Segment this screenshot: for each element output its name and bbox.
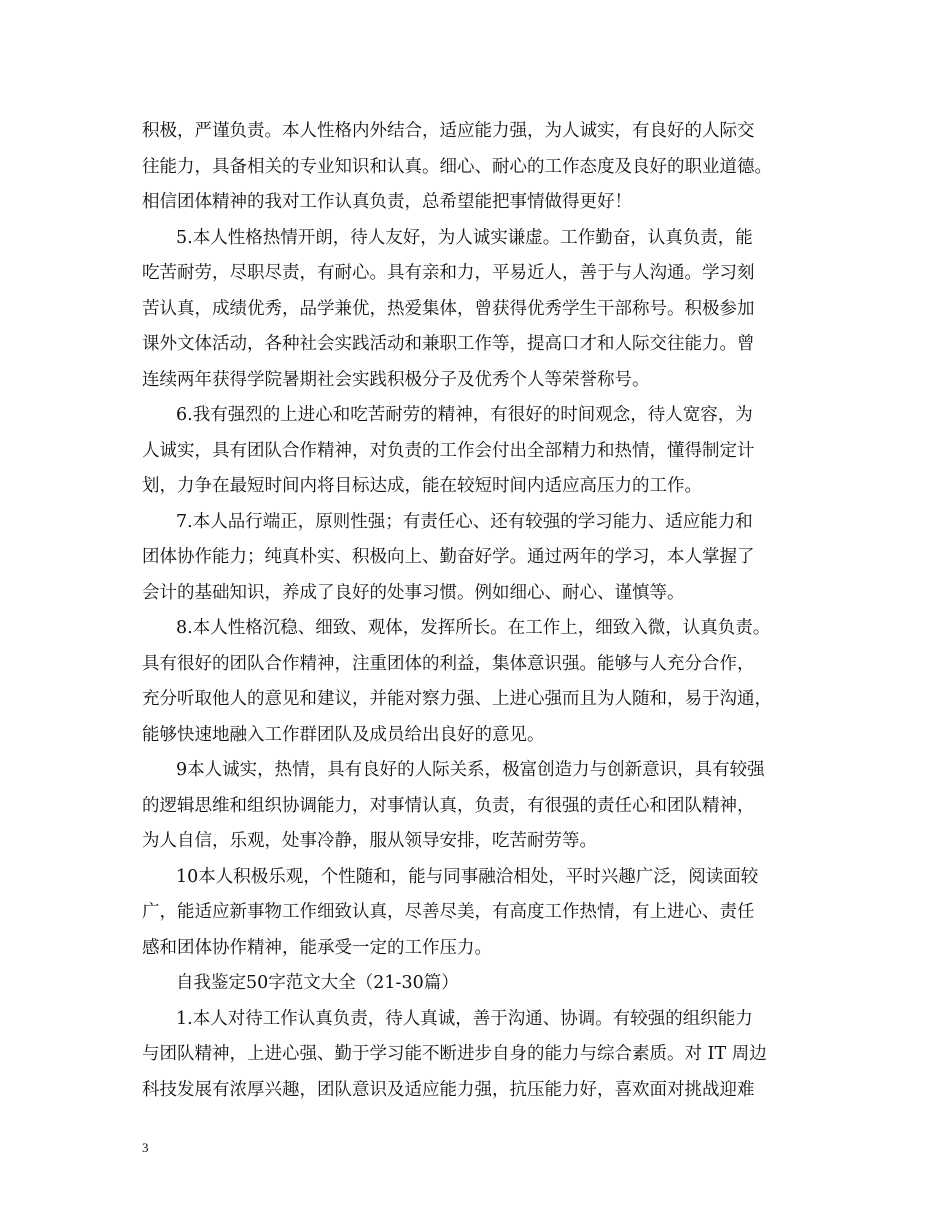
text-line: 与团队精神，上进心强、勤于学习能不断进步自身的能力与综合素质。对 IT 周边	[142, 1044, 767, 1064]
text-line: 7.本人品行端正，原则性强；有责任心、还有较强的学习能力、适应能力和	[176, 512, 753, 532]
text-line: 9本人诚实，热情，具有良好的人际关系，极富创造力与创新意识，具有较强	[176, 760, 765, 780]
text-line: 6.我有强烈的上进心和吃苦耐劳的精神，有很好的时间观念，待人宽容，为	[176, 405, 753, 425]
text-line: 连续两年获得学院暑期社会实践积极分子及优秀个人等荣誉称号。	[142, 370, 650, 390]
page-number: 3	[142, 1140, 149, 1155]
text-line: 积极，严谨负责。本人性格内外结合，适应能力强，为人诚实，有良好的人际交	[142, 121, 755, 141]
text-line: 相信团体精神的我对工作认真负责，总希望能把事情做得更好！	[142, 192, 632, 212]
text-line: 吃苦耐劳，尽职尽责，有耐心。具有亲和力，平易近人，善于与人沟通。学习刻	[142, 263, 755, 283]
text-line: 1.本人对待工作认真负责，待人真诚，善于沟通、协调。有较强的组织能力	[176, 1009, 753, 1029]
text-line: 课外文体活动，各种社会实践活动和兼职工作等，提高口才和人际交往能力。曾	[142, 334, 755, 354]
text-line: 5.本人性格热情开朗，待人友好，为人诚实谦虚。工作勤奋，认真负责，能	[176, 228, 753, 248]
text-line: 充分听取他人的意见和建议，并能对察力强、上进心强而且为人随和，易于沟通，	[142, 689, 772, 709]
text-line: 能够快速地融入工作群团队及成员给出良好的意见。	[142, 725, 545, 745]
text-line: 10本人积极乐观，个性随和，能与同事融洽相处，平时兴趣广泛，阅读面较	[176, 867, 759, 887]
text-line: 为人自信，乐观，处事冷静，服从领导安排，吃苦耐劳等。	[142, 831, 597, 851]
section-heading: 自我鉴定50字范文大全（21-30篇）	[176, 973, 459, 993]
text-line: 8.本人性格沉稳、细致、观体，发挥所长。在工作上，细致入微，认真负责。	[176, 618, 771, 638]
text-line: 苦认真，成绩优秀，品学兼优，热爱集体，曾获得优秀学生干部称号。积极参加	[142, 299, 755, 319]
text-line: 具有很好的团队合作精神，注重团体的利益，集体意识强。能够与人充分合作，	[142, 654, 755, 674]
text-line: 往能力，具备相关的专业知识和认真。细心、耐心的工作态度及良好的职业道德。	[142, 157, 772, 177]
text-line: 划，力争在最短时间内将目标达成，能在较短时间内适应高压力的工作。	[142, 476, 702, 496]
text-line: 广，能适应新事物工作细致认真，尽善尽美，有高度工作热情，有上进心、责任	[142, 902, 755, 922]
text-line: 的逻辑思维和组织协调能力，对事情认真，负责，有很强的责任心和团队精神，	[142, 796, 755, 816]
text-line: 科技发展有浓厚兴趣，团队意识及适应能力强，抗压能力好，喜欢面对挑战迎难	[142, 1080, 755, 1100]
text-line: 会计的基础知识，养成了良好的处事习惯。例如细心、耐心、谨慎等。	[142, 583, 685, 603]
text-line: 团体协作能力；纯真朴实、积极向上、勤奋好学。通过两年的学习，本人掌握了	[142, 547, 755, 567]
text-line: 人诚实，具有团队合作精神，对负责的工作会付出全部精力和热情，懂得制定计	[142, 441, 755, 461]
text-line: 感和团体协作精神，能承受一定的工作压力。	[142, 938, 492, 958]
